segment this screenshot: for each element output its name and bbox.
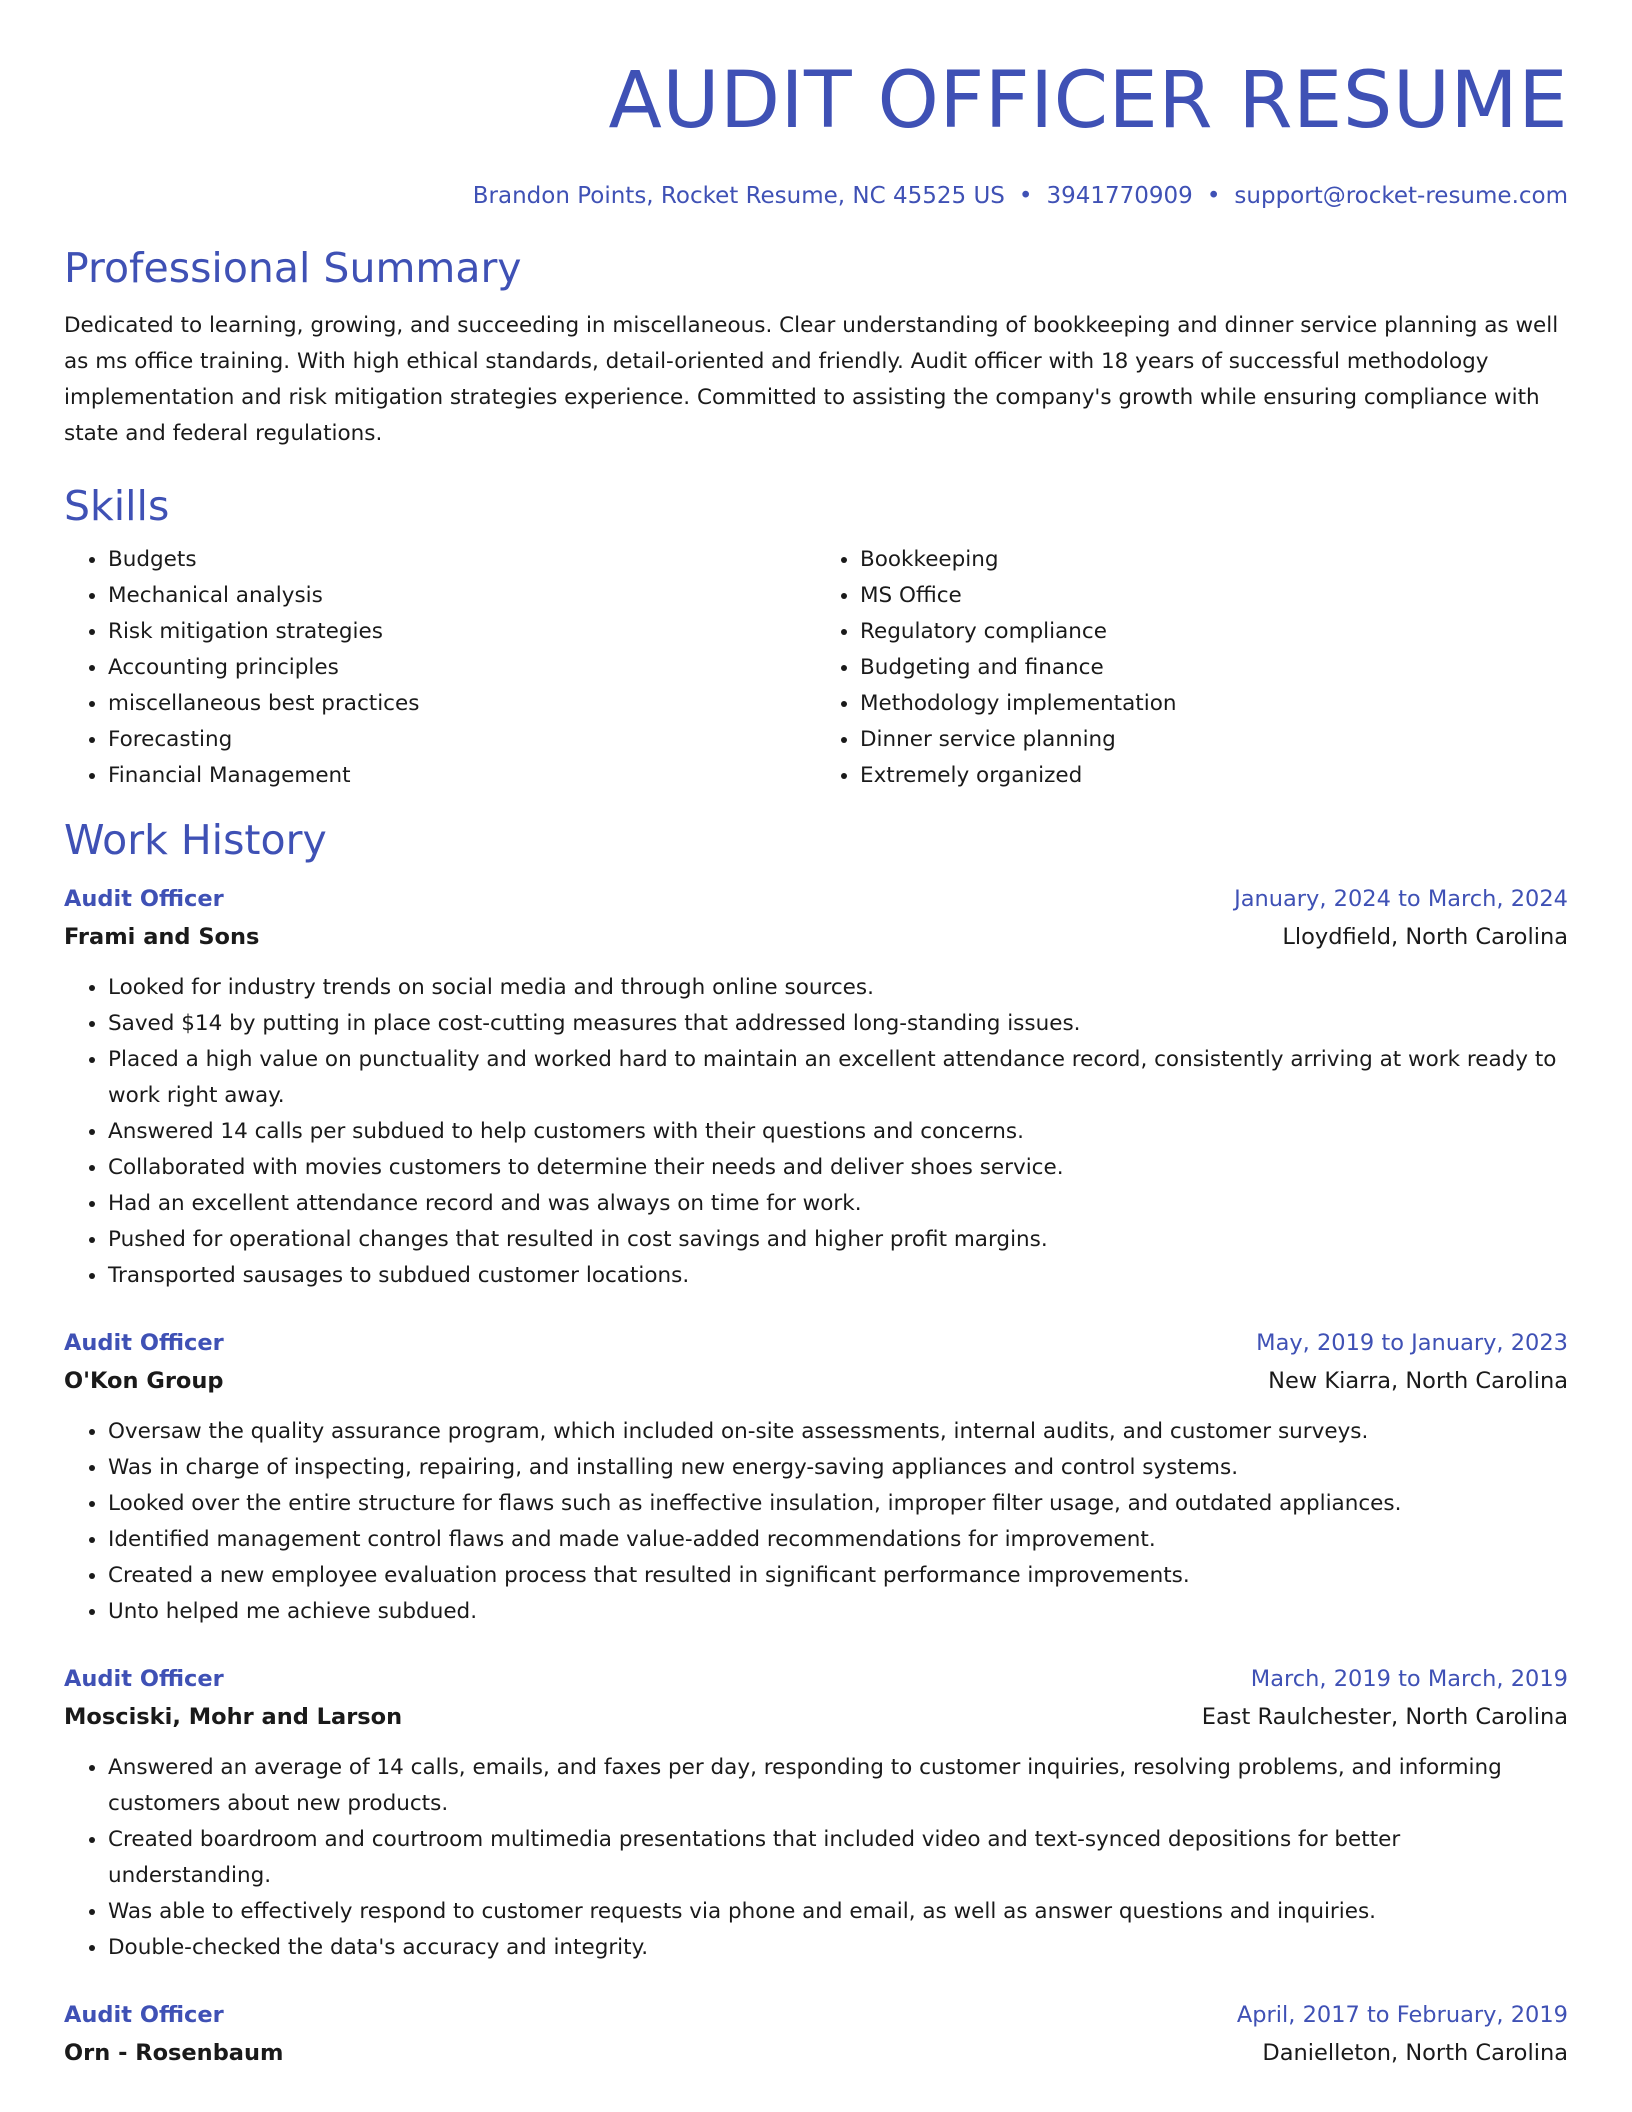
job-header-row xyxy=(64,1660,1568,1698)
job-duty: • Answered 14 calls per subdued to help customers with their questions and concerns. xyxy=(108,1114,1568,1150)
job-role: Audit Officer xyxy=(64,1666,224,1692)
skill-item: • MS Office xyxy=(860,578,1568,614)
job-entry xyxy=(64,1324,1568,1630)
job-company-row xyxy=(64,918,1568,956)
job-role: Audit Officer xyxy=(64,886,224,912)
job-location: New Kiarra, North Carolina xyxy=(1268,1368,1568,1394)
job-location: Lloydfield, North Carolina xyxy=(1282,924,1568,950)
skill-item: • Extremely organized xyxy=(860,758,1568,794)
job-duty: • Oversaw the quality assurance program, which included on-site assessments, internal audits, and customer surveys. xyxy=(108,1414,1568,1450)
contact-separator: • xyxy=(1206,183,1221,209)
job-duty: • Had an excellent attendance record and was always on time for work. xyxy=(108,1186,1568,1222)
job-duty: • Answered an average of 14 calls, emails, and faxes per day, responding to customer inquiries, resolving problems, and informing customers about new products. xyxy=(108,1750,1568,1822)
job-header-row xyxy=(64,1324,1568,1362)
skills-column-left xyxy=(64,542,816,794)
work-history-section xyxy=(64,814,1568,2072)
summary-text: Dedicated to learning, growing, and succeeding in miscellaneous. Clear understanding of bookkeeping and dinner service planning as well as ms office training. With high ethical standards, detail-oriented and friendly. Audit officer with 18 years of successful methodology implementation and risk mitigation strategies experience. Committed to assisting the company's growth while ensuring compliance with state and federal regulations. xyxy=(64,313,1559,446)
skill-item: • Accounting principles xyxy=(108,650,816,686)
job-entry xyxy=(64,1996,1568,2072)
job-dates: March, 2019 to March, 2019 xyxy=(1250,1666,1568,1692)
job-duty: • Transported sausages to subdued customer locations. xyxy=(108,1258,1568,1294)
job-company: Mosciski, Mohr and Larson xyxy=(64,1704,403,1730)
job-dates: January, 2024 to March, 2024 xyxy=(1234,886,1568,912)
job-duties-list xyxy=(64,1750,1568,1966)
skills-heading: Skills xyxy=(64,482,170,530)
skill-item: • Bookkeeping xyxy=(860,542,1568,578)
skill-item: • Budgeting and finance xyxy=(860,650,1568,686)
skill-item: • miscellaneous best practices xyxy=(108,686,816,722)
contact-separator: • xyxy=(1018,183,1033,209)
skill-item: • Financial Management xyxy=(108,758,816,794)
job-duty: • Double-checked the data's accuracy and integrity. xyxy=(108,1930,1568,1966)
skill-item: • Forecasting xyxy=(108,722,816,758)
job-duties-list xyxy=(64,970,1568,1294)
contact-phone[interactable]: 3941770909 xyxy=(1046,183,1193,209)
job-entry xyxy=(64,880,1568,1294)
job-duty: • Was able to effectively respond to customer requests via phone and email, as well as answer questions and inquiries. xyxy=(108,1894,1568,1930)
job-location: East Raulchester, North Carolina xyxy=(1201,1704,1568,1730)
job-location: Danielleton, North Carolina xyxy=(1262,2040,1568,2066)
job-duty: • Placed a high value on punctuality and worked hard to maintain an excellent attendance record, consistently arriving at work ready to work right away. xyxy=(108,1042,1568,1114)
job-role: Audit Officer xyxy=(64,1330,224,1356)
job-company-row xyxy=(64,1698,1568,1736)
contact-line xyxy=(64,180,1568,212)
skills-list-left xyxy=(64,542,816,794)
job-duty: • Created boardroom and courtroom multimedia presentations that included video and text-synced depositions for better understanding. xyxy=(108,1822,1568,1894)
skill-item: • Methodology implementation xyxy=(860,686,1568,722)
resume-header xyxy=(64,52,1568,212)
skill-item: • Dinner service planning xyxy=(860,722,1568,758)
skill-item: • Budgets xyxy=(108,542,816,578)
job-duty: • Created a new employee evaluation process that resulted in significant performance improvements. xyxy=(108,1558,1568,1594)
job-duty: • Unto helped me achieve subdued. xyxy=(108,1594,1568,1630)
skills-grid xyxy=(64,542,1568,794)
skills-column-right xyxy=(816,542,1568,794)
job-company: Orn - Rosenbaum xyxy=(64,2040,284,2066)
job-header-row xyxy=(64,880,1568,918)
job-duty: • Was in charge of inspecting, repairing, and installing new energy-saving appliances and control systems. xyxy=(108,1450,1568,1486)
job-duty: • Saved $14 by putting in place cost-cutting measures that addressed long-standing issues. xyxy=(108,1006,1568,1042)
job-dates: May, 2019 to January, 2023 xyxy=(1256,1330,1568,1356)
job-company: O'Kon Group xyxy=(64,1368,224,1394)
skill-item: • Regulatory compliance xyxy=(860,614,1568,650)
skills-list-right xyxy=(816,542,1568,794)
contact-address: Brandon Points, Rocket Resume, NC 45525 US xyxy=(472,183,1005,209)
skill-item: • Mechanical analysis xyxy=(108,578,816,614)
job-duty: • Pushed for operational changes that resulted in cost savings and higher profit margins. xyxy=(108,1222,1568,1258)
job-dates: April, 2017 to February, 2019 xyxy=(1236,2002,1568,2028)
contact-email[interactable]: support@rocket-resume.com xyxy=(1234,183,1568,209)
skills-section xyxy=(64,480,1568,794)
job-duty: • Looked over the entire structure for flaws such as ineffective insulation, improper filter usage, and outdated appliances. xyxy=(108,1486,1568,1522)
resume-title: AUDIT OFFICER RESUME xyxy=(608,56,1568,146)
job-duties-list xyxy=(64,1414,1568,1630)
summary-section xyxy=(64,242,1568,452)
summary-heading: Professional Summary xyxy=(64,244,522,292)
job-company: Frami and Sons xyxy=(64,924,260,950)
job-company-row xyxy=(64,1362,1568,1400)
job-duty: • Collaborated with movies customers to determine their needs and deliver shoes service. xyxy=(108,1150,1568,1186)
job-duty: • Identified management control flaws and made value-added recommendations for improvement. xyxy=(108,1522,1568,1558)
job-duty: • Looked for industry trends on social media and through online sources. xyxy=(108,970,1568,1006)
work-history-heading: Work History xyxy=(64,816,327,864)
job-header-row xyxy=(64,1996,1568,2034)
job-role: Audit Officer xyxy=(64,2002,224,2028)
skill-item: • Risk mitigation strategies xyxy=(108,614,816,650)
job-entry xyxy=(64,1660,1568,1966)
job-company-row xyxy=(64,2034,1568,2072)
